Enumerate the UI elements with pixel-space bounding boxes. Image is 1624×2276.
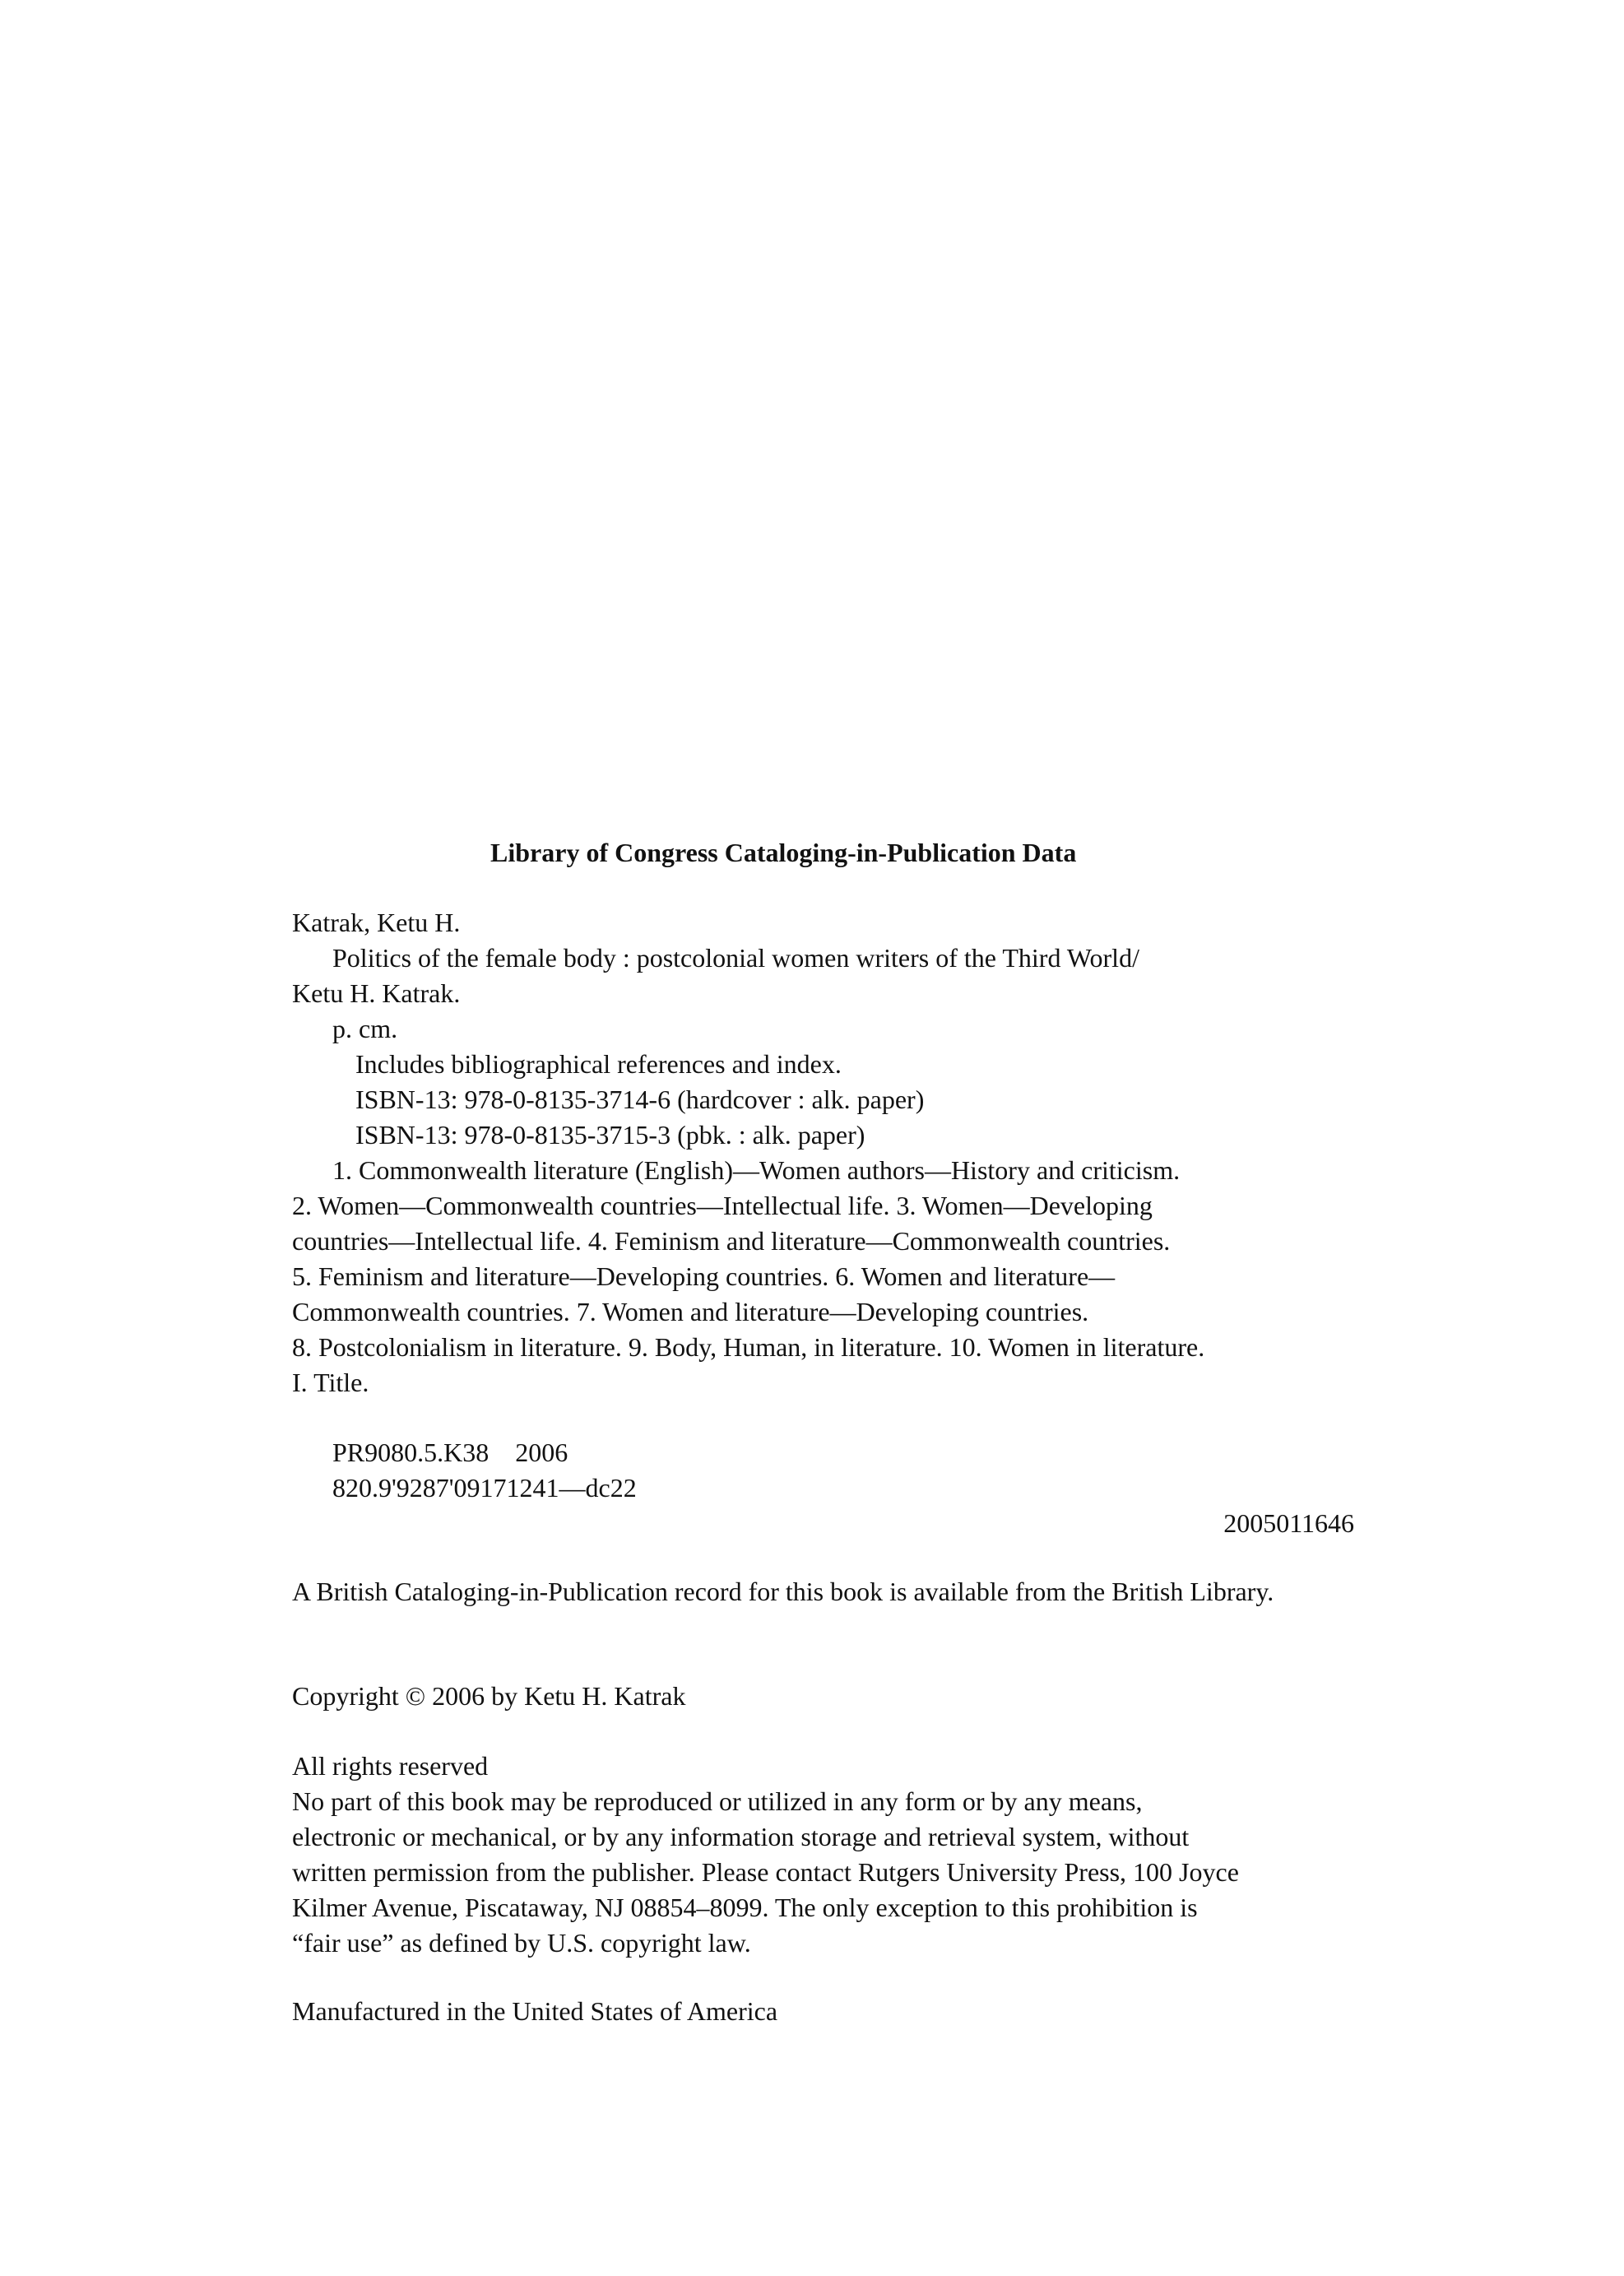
cip-heading: Library of Congress Cataloging-in-Publication Data — [490, 838, 1077, 867]
rights-heading: All rights reserved — [292, 1751, 489, 1781]
cip-lc-class: PR9080.5.K38 2006 — [332, 1438, 568, 1467]
cip-author: Katrak, Ketu H. — [292, 908, 461, 937]
manufactured-notice: Manufactured in the United States of America — [292, 1996, 778, 2026]
cip-subject-line: countries—Intellectual life. 4. Feminism and literature—Commonwealth countries. — [292, 1226, 1171, 1256]
cip-title-line-2: Ketu H. Katrak. — [292, 978, 461, 1008]
copyright-notice: Copyright © 2006 by Ketu H. Katrak — [292, 1681, 686, 1711]
rights-line: electronic or mechanical, or by any information storage and retrieval system, without — [292, 1822, 1190, 1851]
cip-isbn-paperback: ISBN-13: 978-0-8135-3715-3 (pbk. : alk. paper) — [355, 1120, 865, 1150]
british-record-note: A British Cataloging-in-Publication record for this book is available from the British Library. — [292, 1577, 1274, 1606]
cip-extent: p. cm. — [332, 1014, 398, 1043]
cip-note: Includes bibliographical references and index. — [355, 1049, 842, 1079]
cip-subject-line: I. Title. — [292, 1368, 369, 1397]
rights-line: written permission from the publisher. Please contact Rutgers University Press, 100 Joyce — [292, 1857, 1239, 1887]
cip-dewey: 820.9'9287'09171241—dc22 — [332, 1473, 637, 1503]
cip-subject-line: 5. Feminism and literature—Developing countries. 6. Women and literature— — [292, 1261, 1116, 1291]
cip-title-line-1: Politics of the female body : postcolonial women writers of the Third World/ — [332, 943, 1139, 973]
rights-line: Kilmer Avenue, Piscataway, NJ 08854–8099. The only exception to this prohibition is — [292, 1893, 1198, 1922]
cip-subject-line: 8. Postcolonialism in literature. 9. Body, Human, in literature. 10. Women in literature. — [292, 1332, 1205, 1362]
cip-lccn: 2005011646 — [1223, 1508, 1354, 1538]
rights-line: “fair use” as defined by U.S. copyright law. — [292, 1928, 751, 1958]
cip-subject-line: 2. Women—Commonwealth countries—Intellectual life. 3. Women—Developing — [292, 1191, 1153, 1220]
rights-line: No part of this book may be reproduced or utilized in any form or by any means, — [292, 1786, 1143, 1816]
cip-subject-line: Commonwealth countries. 7. Women and literature—Developing countries. — [292, 1297, 1089, 1326]
cip-subject-line: 1. Commonwealth literature (English)—Women authors—History and criticism. — [332, 1155, 1181, 1185]
cip-isbn-hardcover: ISBN-13: 978-0-8135-3714-6 (hardcover : alk. paper) — [355, 1085, 925, 1114]
